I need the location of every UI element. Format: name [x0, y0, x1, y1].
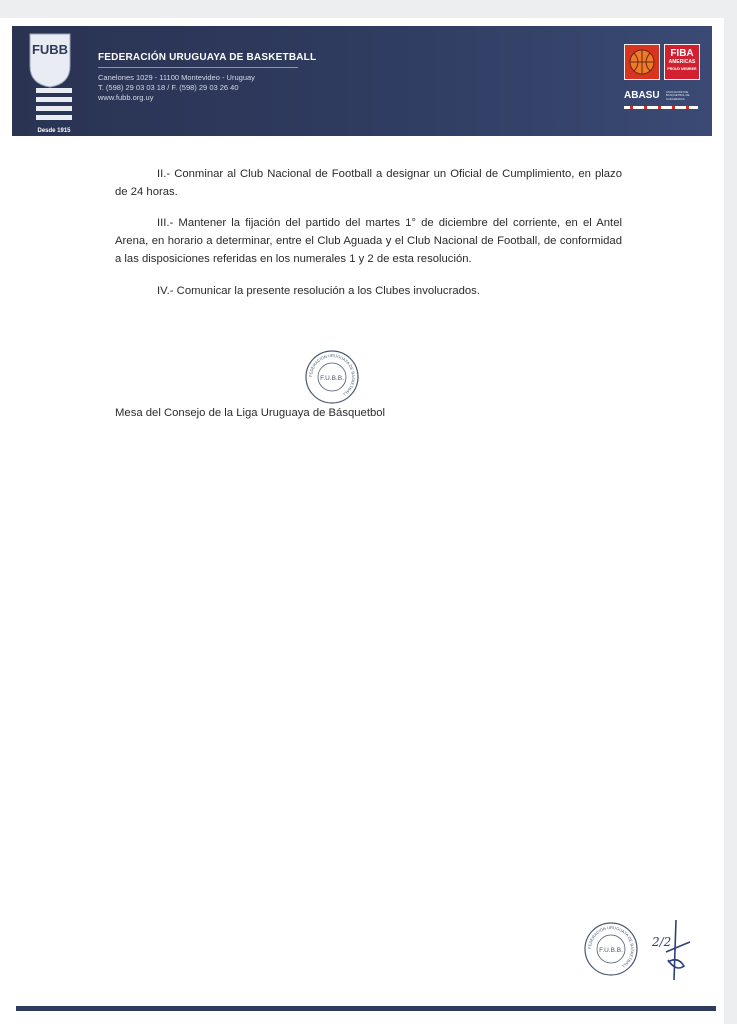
footer-bar — [16, 1006, 716, 1011]
fiba-americas-logo — [664, 44, 700, 80]
resolution-item-iii — [115, 214, 622, 268]
document-page — [0, 18, 724, 1024]
partner-logos — [624, 44, 700, 124]
resolution-item-iv — [115, 282, 622, 300]
basketball-logo-icon — [624, 44, 660, 80]
footer-seal-ring-text: FEDERACION URUGUAYA DE BASKETBALL — [586, 924, 636, 970]
resolution-item-ii — [115, 165, 622, 201]
paragraph-ii: II.- Conminar al Club Nacional de Football a designar un Oficial de Cumplimiento, en plazo de 24 horas. — [115, 168, 622, 198]
abasu-stripe — [624, 106, 698, 109]
letterhead-banner — [12, 26, 712, 136]
abasu-logo: ABASU — [624, 90, 660, 101]
org-divider — [98, 67, 298, 68]
council-signature-line: Mesa del Consejo de la Liga Uruguaya de Básquetbol — [115, 407, 386, 419]
logo-stripes — [36, 88, 72, 124]
ball-icon — [625, 45, 659, 79]
seal-ring-text: FEDERACION URUGUAYA DE BASKETBALL — [307, 352, 357, 398]
abasu-subtitle: ASOCIACION DE BASQUETBOL DE SUDAMERICA — [666, 90, 690, 101]
signature-block — [115, 404, 622, 422]
fiba-title: FIBA — [670, 48, 694, 59]
page-number-handwritten: 2/2 — [652, 935, 672, 949]
fubb-logo — [22, 32, 78, 132]
since-label: Desde 1915 — [37, 128, 71, 134]
initials-signature-icon — [646, 916, 694, 986]
logo-letters-top: FUBB — [31, 42, 69, 57]
org-name: FEDERACIÓN URUGUAYA DE BASKETBALL — [98, 52, 317, 63]
fubb-shield-icon — [26, 32, 74, 88]
fiba-region: AMERICAS — [668, 59, 696, 65]
footer-seal-center-text: F.U.B.B. — [599, 947, 623, 954]
paragraph-iii: III.- Mantener la fijación del partido del martes 1° de diciembre del corriente, en el Antel Arena, en horario a determinar, entre el Club Aguada y el Club Nacional de Football, de conformidad a las disposiciones referidas en los numerales 1 y 2 de esta resolución. — [115, 217, 622, 265]
org-phone: T. (598) 29 03 03 18 / F. (598) 29 03 26 40 — [98, 83, 239, 92]
fiba-tag: PROUD MEMBER — [667, 67, 697, 71]
footer-seal-stamp — [583, 921, 639, 977]
org-address: Canelones 1029 - 11100 Montevideo - Uruguay — [98, 73, 255, 82]
seal-center-text: F.U.B.B. — [320, 375, 344, 382]
center-seal-stamp — [304, 349, 360, 405]
paragraph-iv: IV.- Comunicar la presente resolución a los Clubes involucrados. — [157, 285, 480, 297]
org-website[interactable]: www.fubb.org.uy — [98, 93, 154, 102]
